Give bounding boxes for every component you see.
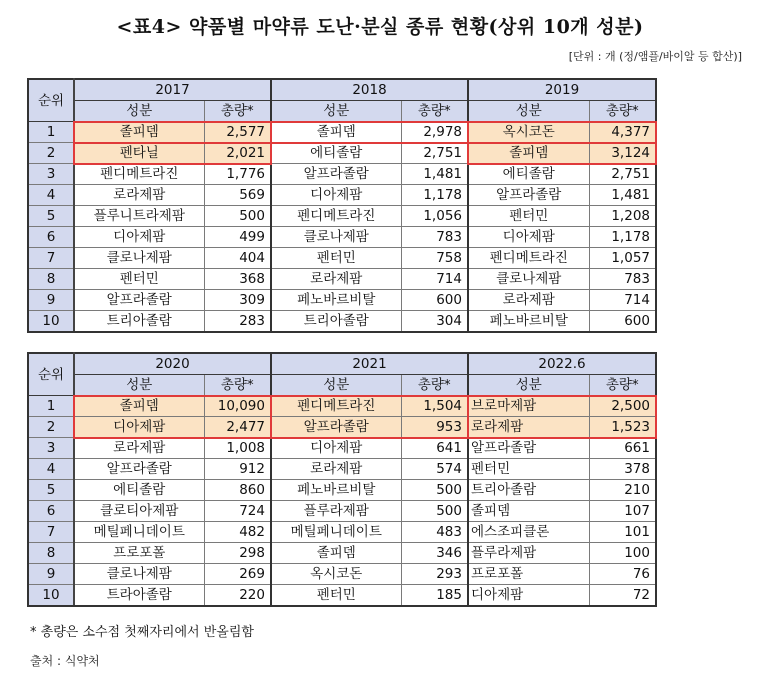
year-header: 2021	[271, 353, 468, 375]
quantity-cell: 1,523	[589, 417, 656, 438]
quantity-cell: 4,377	[589, 122, 656, 143]
column-header-qty: 총량*	[204, 375, 271, 396]
drug-name-cell: 트리아졸람	[468, 480, 589, 501]
column-header-name: 성분	[468, 375, 589, 396]
drug-name-cell: 브로마제팜	[468, 396, 589, 417]
quantity-cell: 714	[401, 269, 468, 290]
quantity-cell: 483	[401, 522, 468, 543]
quantity-cell: 783	[589, 269, 656, 290]
quantity-cell: 76	[589, 564, 656, 585]
rank-cell: 2	[28, 417, 74, 438]
quantity-cell: 641	[401, 438, 468, 459]
quantity-cell: 783	[401, 227, 468, 248]
quantity-cell: 2,751	[589, 164, 656, 185]
quantity-cell: 2,577	[204, 122, 271, 143]
drug-name-cell: 클로티아제팜	[74, 501, 204, 522]
quantity-cell: 2,751	[401, 143, 468, 164]
rank-cell: 6	[28, 227, 74, 248]
quantity-cell: 2,500	[589, 396, 656, 417]
drug-name-cell: 졸피뎀	[74, 396, 204, 417]
drug-name-cell: 로라제팜	[74, 438, 204, 459]
column-header-name: 성분	[468, 101, 589, 122]
column-header-qty: 총량*	[589, 101, 656, 122]
quantity-cell: 500	[401, 501, 468, 522]
drug-name-cell: 알프라졸람	[74, 290, 204, 311]
quantity-cell: 3,124	[589, 143, 656, 164]
column-header-qty: 총량*	[589, 375, 656, 396]
quantity-cell: 1,008	[204, 438, 271, 459]
drug-name-cell: 펜타닐	[74, 143, 204, 164]
column-header-qty: 총량*	[204, 101, 271, 122]
footnote: * 총량은 소수점 첫째자리에서 반올림함	[30, 625, 254, 640]
drug-name-cell: 옥시코돈	[271, 564, 401, 585]
drug-name-cell: 페노바르비탈	[271, 290, 401, 311]
drug-name-cell: 트리아졸람	[271, 311, 401, 333]
quantity-cell: 404	[204, 248, 271, 269]
quantity-cell: 1,178	[401, 185, 468, 206]
drug-table-2017-2019	[27, 78, 657, 333]
drug-name-cell: 프로포폴	[74, 543, 204, 564]
quantity-cell: 574	[401, 459, 468, 480]
quantity-cell: 378	[589, 459, 656, 480]
drug-name-cell: 디아제팜	[271, 185, 401, 206]
drug-name-cell: 에스조피클론	[468, 522, 589, 543]
rank-cell: 9	[28, 564, 74, 585]
year-header: 2022.6	[468, 353, 656, 375]
year-header: 2017	[74, 79, 271, 101]
table-row	[28, 311, 656, 333]
drug-name-cell: 옥시코돈	[468, 122, 589, 143]
column-header-qty: 총량*	[401, 375, 468, 396]
quantity-cell: 600	[401, 290, 468, 311]
year-header: 2020	[74, 353, 271, 375]
quantity-cell: 346	[401, 543, 468, 564]
quantity-cell: 304	[401, 311, 468, 333]
drug-name-cell: 플루라제팜	[468, 543, 589, 564]
quantity-cell: 2,021	[204, 143, 271, 164]
drug-name-cell: 알프라졸람	[468, 438, 589, 459]
table-row	[28, 501, 656, 522]
quantity-cell: 10,090	[204, 396, 271, 417]
quantity-cell: 500	[401, 480, 468, 501]
quantity-cell: 661	[589, 438, 656, 459]
table-row	[28, 417, 656, 438]
column-header-name: 성분	[74, 101, 204, 122]
drug-name-cell: 펜터민	[468, 206, 589, 227]
quantity-cell: 210	[589, 480, 656, 501]
table-row	[28, 564, 656, 585]
rank-cell: 3	[28, 438, 74, 459]
column-header-name: 성분	[271, 375, 401, 396]
quantity-cell: 309	[204, 290, 271, 311]
table-row	[28, 269, 656, 290]
drug-name-cell: 메틸페니데이트	[74, 522, 204, 543]
drug-name-cell: 플루니트라제팜	[74, 206, 204, 227]
source-note: 출처 : 식약처	[30, 654, 100, 668]
rank-cell: 6	[28, 501, 74, 522]
quantity-cell: 1,178	[589, 227, 656, 248]
drug-name-cell: 로라제팜	[468, 417, 589, 438]
drug-name-cell: 알프라졸람	[468, 185, 589, 206]
table-row	[28, 522, 656, 543]
quantity-cell: 758	[401, 248, 468, 269]
rank-cell: 10	[28, 311, 74, 333]
quantity-cell: 1,056	[401, 206, 468, 227]
column-header-qty: 총량*	[401, 101, 468, 122]
drug-name-cell: 펜터민	[271, 585, 401, 607]
rank-cell: 10	[28, 585, 74, 607]
table-row	[28, 585, 656, 607]
quantity-cell: 1,481	[589, 185, 656, 206]
rank-cell: 1	[28, 396, 74, 417]
drug-name-cell: 클로나제팜	[74, 564, 204, 585]
drug-name-cell: 펜디메트라진	[271, 206, 401, 227]
table-row	[28, 396, 656, 417]
drug-name-cell: 프로포폴	[468, 564, 589, 585]
column-header-name: 성분	[74, 375, 204, 396]
quantity-cell: 1,208	[589, 206, 656, 227]
rank-cell: 1	[28, 122, 74, 143]
drug-name-cell: 플루라제팜	[271, 501, 401, 522]
drug-name-cell: 클로나제팜	[271, 227, 401, 248]
year-header: 2019	[468, 79, 656, 101]
quantity-cell: 283	[204, 311, 271, 333]
quantity-cell: 72	[589, 585, 656, 607]
drug-name-cell: 펜터민	[271, 248, 401, 269]
quantity-cell: 724	[204, 501, 271, 522]
drug-name-cell: 알프라졸람	[271, 417, 401, 438]
quantity-cell: 1,504	[401, 396, 468, 417]
drug-name-cell: 로라제팜	[468, 290, 589, 311]
table-row	[28, 248, 656, 269]
rank-cell: 7	[28, 522, 74, 543]
drug-name-cell: 디아제팜	[271, 438, 401, 459]
quantity-cell: 2,477	[204, 417, 271, 438]
quantity-cell: 1,481	[401, 164, 468, 185]
rank-cell: 5	[28, 206, 74, 227]
quantity-cell: 220	[204, 585, 271, 607]
rank-cell: 7	[28, 248, 74, 269]
drug-name-cell: 메틸페니데이트	[271, 522, 401, 543]
table-row	[28, 227, 656, 248]
quantity-cell: 101	[589, 522, 656, 543]
rank-cell: 2	[28, 143, 74, 164]
drug-name-cell: 페노바르비탈	[271, 480, 401, 501]
quantity-cell: 269	[204, 564, 271, 585]
quantity-cell: 1,057	[589, 248, 656, 269]
drug-name-cell: 트라아졸람	[74, 585, 204, 607]
drug-name-cell: 펜디메트라진	[271, 396, 401, 417]
rank-cell: 8	[28, 543, 74, 564]
quantity-cell: 569	[204, 185, 271, 206]
table-row	[28, 290, 656, 311]
drug-name-cell: 알프라졸람	[271, 164, 401, 185]
rank-header: 순위	[28, 79, 74, 122]
drug-name-cell: 알프라졸람	[74, 459, 204, 480]
drug-name-cell: 졸피뎀	[468, 143, 589, 164]
table-row	[28, 543, 656, 564]
drug-name-cell: 펜디메트라진	[468, 248, 589, 269]
drug-name-cell: 디아제팜	[74, 227, 204, 248]
quantity-cell: 500	[204, 206, 271, 227]
unit-note: [단위 : 개 (정/앰플/바이알 등 합산)]	[568, 50, 742, 63]
quantity-cell: 499	[204, 227, 271, 248]
drug-name-cell: 클로나제팜	[468, 269, 589, 290]
quantity-cell: 953	[401, 417, 468, 438]
drug-name-cell: 트리아졸람	[74, 311, 204, 333]
drug-name-cell: 에티졸람	[271, 143, 401, 164]
drug-name-cell: 클로나제팜	[74, 248, 204, 269]
drug-name-cell: 페노바르비탈	[468, 311, 589, 333]
drug-name-cell: 에티졸람	[74, 480, 204, 501]
drug-table-2020-2022	[27, 352, 657, 607]
quantity-cell: 912	[204, 459, 271, 480]
drug-name-cell: 디아제팜	[468, 227, 589, 248]
rank-header: 순위	[28, 353, 74, 396]
table-row	[28, 122, 656, 143]
quantity-cell: 185	[401, 585, 468, 607]
quantity-cell: 600	[589, 311, 656, 333]
drug-name-cell: 로라제팜	[271, 459, 401, 480]
drug-name-cell: 졸피뎀	[74, 122, 204, 143]
table-row	[28, 480, 656, 501]
drug-name-cell: 펜터민	[468, 459, 589, 480]
quantity-cell: 482	[204, 522, 271, 543]
quantity-cell: 107	[589, 501, 656, 522]
rank-cell: 4	[28, 459, 74, 480]
drug-name-cell: 졸피뎀	[271, 122, 401, 143]
drug-name-cell: 로라제팜	[271, 269, 401, 290]
table-row	[28, 185, 656, 206]
quantity-cell: 293	[401, 564, 468, 585]
column-header-name: 성분	[271, 101, 401, 122]
page-title: <표4> 약품별 마약류 도난·분실 종류 현황(상위 10개 성분)	[116, 16, 644, 38]
quantity-cell: 1,776	[204, 164, 271, 185]
rank-cell: 9	[28, 290, 74, 311]
quantity-cell: 368	[204, 269, 271, 290]
rank-cell: 3	[28, 164, 74, 185]
quantity-cell: 860	[204, 480, 271, 501]
quantity-cell: 714	[589, 290, 656, 311]
drug-name-cell: 펜터민	[74, 269, 204, 290]
rank-cell: 8	[28, 269, 74, 290]
rank-cell: 5	[28, 480, 74, 501]
rank-cell: 4	[28, 185, 74, 206]
quantity-cell: 100	[589, 543, 656, 564]
table-row	[28, 438, 656, 459]
quantity-cell: 2,978	[401, 122, 468, 143]
drug-name-cell: 펜디메트라진	[74, 164, 204, 185]
drug-name-cell: 에티졸람	[468, 164, 589, 185]
year-header: 2018	[271, 79, 468, 101]
table-row	[28, 164, 656, 185]
drug-name-cell: 졸피뎀	[271, 543, 401, 564]
quantity-cell: 298	[204, 543, 271, 564]
table-row	[28, 459, 656, 480]
drug-name-cell: 디아제팜	[468, 585, 589, 607]
table-row	[28, 206, 656, 227]
drug-name-cell: 디아제팜	[74, 417, 204, 438]
drug-name-cell: 로라제팜	[74, 185, 204, 206]
table-row	[28, 143, 656, 164]
drug-name-cell: 졸피뎀	[468, 501, 589, 522]
